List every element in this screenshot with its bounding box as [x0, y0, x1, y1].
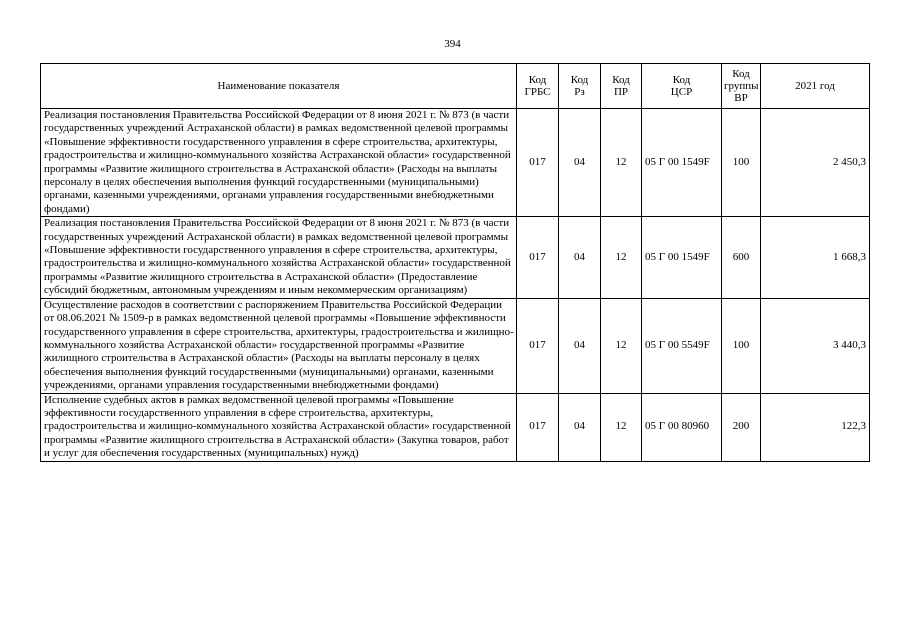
- row-name: Исполнение судебных актов в рамках ведомственной целевой программы «Повышение эффективности государственного управления в сфере строительства, архитектуры, градостроительства и жилищно-коммунального хозяйства Астраханской области» государственной программы «Развитие жилищного строительства в Астраханской области» (Закупка товаров, работ и услуг для обеспечения государственных (муниципальных) нужд): [41, 393, 517, 461]
- row-name: Реализация постановления Правительства Российской Федерации от 8 июня 2021 г. № 873 (в части государственных учреждений Астраханской области) в рамках ведомственной целевой программы «Повышение эффективности государственного управления в сфере строительства, архитектуры, градостроительства и жилищно-коммунального хозяйства Астраханской области» государственной программы «Развитие жилищного строительства в Астраханской области» (Расходы на выплаты персоналу в целях обеспечения выполнения функций государственными (муниципальными) органами, казенными учреждениями, органами управления государственными внебюджетными фондами): [41, 109, 517, 217]
- header-rz: Код Рз: [559, 64, 601, 109]
- row-csr: 05 Г 00 80960: [642, 393, 722, 461]
- row-name: Реализация постановления Правительства Российской Федерации от 8 июня 2021 г. № 873 (в части государственных учреждений Астраханской области) в рамках ведомственной целевой программы «Повышение эффективности государственного управления в сфере строительства, архитектуры, градостроительства и жилищно-коммунального хозяйства Астраханской области» государственной программы «Развитие жилищного строительства в Астраханской области» (Предоставление субсидий бюджетным, автономным учреждениям и иным некоммерческим организациям): [41, 217, 517, 298]
- row-vr: 100: [722, 298, 761, 393]
- row-rz: 04: [559, 298, 601, 393]
- row-rz: 04: [559, 109, 601, 217]
- row-pr: 12: [601, 298, 642, 393]
- row-pr: 12: [601, 393, 642, 461]
- budget-table: [40, 63, 870, 462]
- row-grbs: 017: [517, 393, 559, 461]
- row-amount: 1 668,3: [761, 217, 870, 298]
- row-name: Осуществление расходов в соответствии с распоряжением Правительства Российской Федерации от 08.06.2021 № 1509-р в рамках ведомственной целевой программы «Повышение эффективности государственного управления в сфере строительства, архитектуры, градостроительства и жилищно-коммунального хозяйства Астраханской области» государственной программы «Развитие жилищного строительства в Астраханской области» (Расходы на выплаты персоналу в целях обеспечения выполнения функций государственными (муниципальными) органами, казенными учреждениями, органами управления государственными внебюджетными фондами): [41, 298, 517, 393]
- row-vr: 200: [722, 393, 761, 461]
- header-name: Наименование показателя: [41, 64, 517, 109]
- row-amount: 122,3: [761, 393, 870, 461]
- row-grbs: 017: [517, 109, 559, 217]
- table-row: [41, 217, 870, 298]
- row-amount: 3 440,3: [761, 298, 870, 393]
- header-year: 2021 год: [761, 64, 870, 109]
- row-csr: 05 Г 00 1549F: [642, 217, 722, 298]
- page-number: 394: [444, 38, 461, 50]
- row-amount: 2 450,3: [761, 109, 870, 217]
- row-grbs: 017: [517, 217, 559, 298]
- table-row: [41, 109, 870, 217]
- header-grbs: Код ГРБС: [517, 64, 559, 109]
- row-vr: 100: [722, 109, 761, 217]
- table-row: [41, 393, 870, 461]
- row-vr: 600: [722, 217, 761, 298]
- row-csr: 05 Г 00 5549F: [642, 298, 722, 393]
- header-pr: Код ПР: [601, 64, 642, 109]
- row-grbs: 017: [517, 298, 559, 393]
- row-pr: 12: [601, 109, 642, 217]
- header-vr: Код группы ВР: [722, 64, 761, 109]
- row-rz: 04: [559, 217, 601, 298]
- header-csr: Код ЦСР: [642, 64, 722, 109]
- row-pr: 12: [601, 217, 642, 298]
- table-row: [41, 298, 870, 393]
- row-rz: 04: [559, 393, 601, 461]
- row-csr: 05 Г 00 1549F: [642, 109, 722, 217]
- header-row: [41, 64, 870, 109]
